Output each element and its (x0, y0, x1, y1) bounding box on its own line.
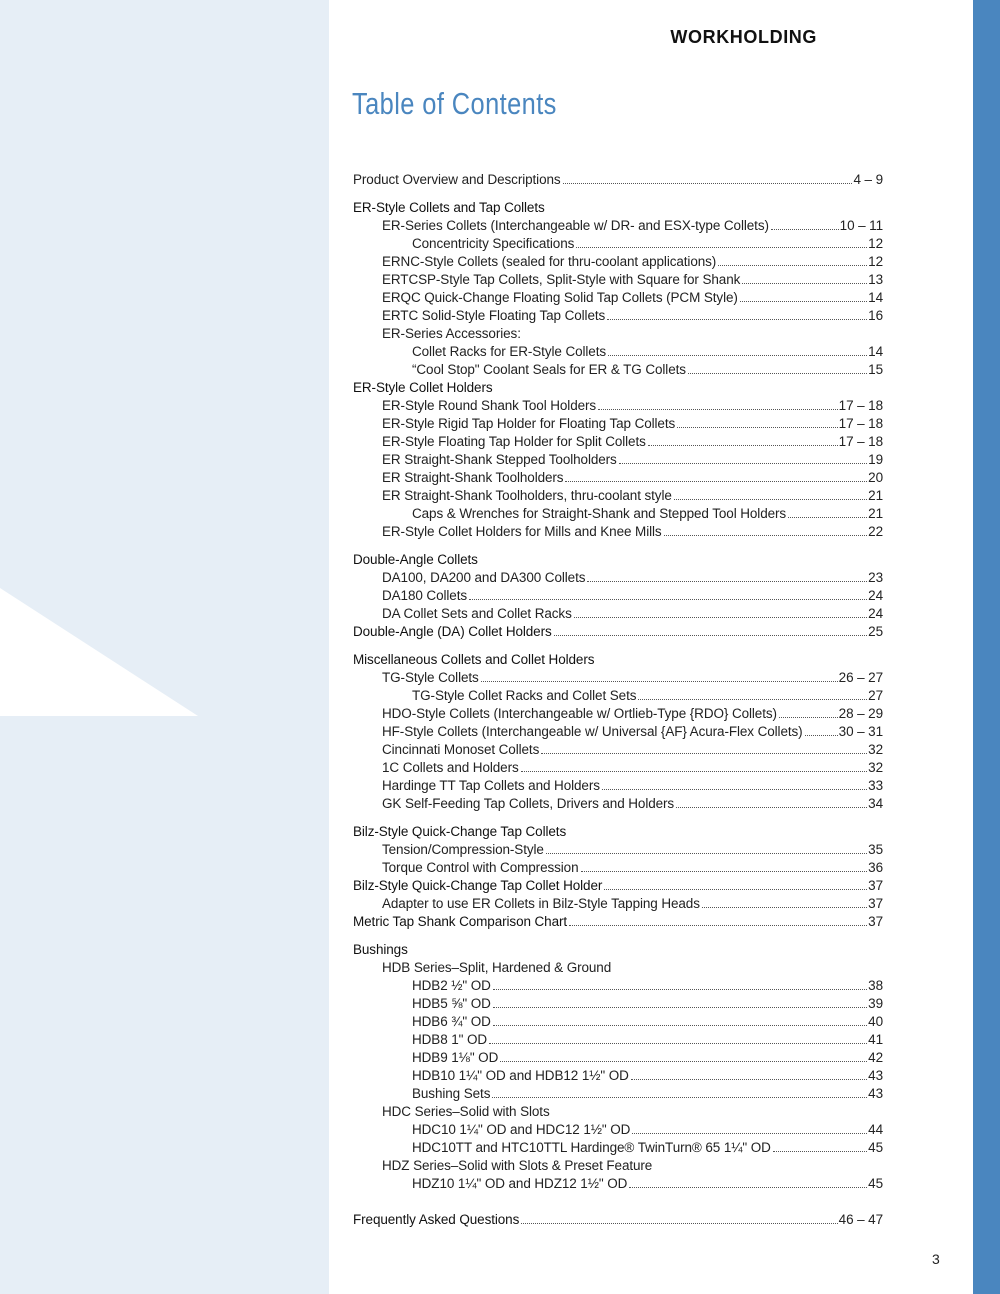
dot-leader (481, 681, 838, 682)
toc-entry[interactable] (353, 687, 883, 705)
dot-leader (598, 409, 838, 410)
left-decorative-panel (0, 0, 329, 1294)
toc-entry-title: Miscellaneous Collets and Collet Holders (353, 652, 595, 667)
dot-leader (677, 427, 838, 428)
toc-entry-page: 14 (868, 290, 883, 305)
toc-entry-page: 16 (868, 308, 883, 323)
toc-entry-title: ER-Style Rigid Tap Holder for Floating Tap Collets (382, 416, 676, 431)
toc-entry-page: 46 – 47 (838, 1212, 883, 1227)
dot-leader (587, 581, 867, 582)
toc-entry-page: 39 (868, 996, 883, 1011)
toc-entry[interactable] (353, 841, 883, 859)
dot-leader (602, 789, 867, 790)
toc-entry-title: 1C Collets and Holders (382, 760, 519, 775)
toc-entry-page: 30 – 31 (838, 724, 883, 739)
toc-entry-title: HDB6 ¾" OD (412, 1014, 491, 1029)
toc-entry-title: HDC10TT and HTC10TTL Hardinge® TwinTurn® 65 1¼" OD (412, 1140, 771, 1155)
toc-entry-title: ER-Style Round Shank Tool Holders (382, 398, 597, 413)
toc-entry-title: HDC Series–Solid with Slots (382, 1104, 550, 1119)
toc-entry-title: Torque Control with Compression (382, 860, 579, 875)
toc-entry-page: 21 (868, 506, 883, 521)
dot-leader (773, 1151, 867, 1152)
dot-leader (541, 753, 867, 754)
toc-entry-title: TG-Style Collet Racks and Collet Sets (412, 688, 637, 703)
toc-entry-page: 40 (868, 1014, 883, 1029)
dot-leader (648, 445, 838, 446)
toc-entry-title: Hardinge TT Tap Collets and Holders (382, 778, 600, 793)
toc-entry-title: ER-Series Accessories: (382, 326, 521, 341)
toc-entry-title: ER Straight-Shank Toolholders, thru-coolant style (382, 488, 672, 503)
toc-entry[interactable] (353, 307, 883, 325)
toc-entry[interactable] (353, 777, 883, 795)
toc-entry-title: HF-Style Collets (Interchangeable w/ Universal {AF} Acura-Flex Collets) (382, 724, 803, 739)
toc-entry-page: 43 (868, 1068, 883, 1083)
toc-entry[interactable] (353, 487, 883, 505)
dot-leader (489, 1043, 867, 1044)
toc-entry-page: 37 (868, 896, 883, 911)
toc-entry[interactable] (353, 343, 883, 361)
toc-entry-page: 13 (868, 272, 883, 287)
toc-entry[interactable] (353, 361, 883, 379)
toc-entry-title: Product Overview and Descriptions (353, 172, 561, 187)
toc-entry-title: HDB2 ½" OD (412, 978, 491, 993)
toc-entry[interactable] (353, 895, 883, 913)
toc-entry[interactable] (353, 1013, 883, 1031)
toc-entry-title: Cincinnati Monoset Collets (382, 742, 540, 757)
toc-entry[interactable] (353, 397, 883, 415)
toc-entry-page: 44 (868, 1122, 883, 1137)
toc-entry-title: ER-Style Floating Tap Holder for Split Collets (382, 434, 646, 449)
dot-leader (563, 183, 853, 184)
toc-entry-title: ER Straight-Shank Toolholders (382, 470, 564, 485)
dot-leader (702, 907, 867, 908)
toc-heading[interactable] (353, 1211, 883, 1229)
dot-leader (629, 1187, 867, 1188)
toc-entry[interactable] (353, 587, 883, 605)
table-of-contents (353, 171, 883, 1229)
toc-entry[interactable] (353, 1067, 883, 1085)
toc-entry[interactable] (353, 415, 883, 433)
toc-entry-page: 45 (868, 1176, 883, 1191)
toc-entry[interactable] (353, 289, 883, 307)
toc-entry-title: ERQC Quick-Change Floating Solid Tap Collets (PCM Style) (382, 290, 738, 305)
toc-heading[interactable] (353, 823, 883, 841)
dot-leader (664, 535, 868, 536)
toc-entry-title: HDO-Style Collets (Interchangeable w/ Ortlieb-Type {RDO} Collets) (382, 706, 777, 721)
toc-entry[interactable] (353, 433, 883, 451)
dot-leader (676, 807, 867, 808)
toc-entry-page: 17 – 18 (838, 398, 883, 413)
toc-entry-title: ERNC-Style Collets (sealed for thru-coolant applications) (382, 254, 717, 269)
toc-entry-title: ER-Style Collet Holders for Mills and Knee Mills (382, 524, 662, 539)
dot-leader (576, 247, 867, 248)
toc-entry-title: Metric Tap Shank Comparison Chart (353, 914, 568, 929)
dot-leader (521, 771, 868, 772)
toc-entry-title: Double-Angle (DA) Collet Holders (353, 624, 552, 639)
toc-entry-page: 27 (868, 688, 883, 703)
dot-leader (607, 319, 867, 320)
toc-entry-page: 45 (868, 1140, 883, 1155)
toc-entry-page: 26 – 27 (838, 670, 883, 685)
toc-entry-page: 15 (868, 362, 883, 377)
toc-entry-page: 10 – 11 (839, 218, 883, 233)
toc-entry-title: ER-Style Collets and Tap Collets (353, 200, 545, 215)
toc-entry[interactable] (353, 523, 883, 541)
toc-entry[interactable] (353, 605, 883, 623)
toc-entry-page: 34 (868, 796, 883, 811)
toc-entry-page: 20 (868, 470, 883, 485)
toc-entry-page: 25 (868, 624, 883, 639)
toc-entry-page: 4 – 9 (853, 172, 883, 187)
toc-heading[interactable] (353, 651, 883, 669)
toc-heading[interactable] (353, 877, 883, 895)
toc-entry[interactable] (353, 469, 883, 487)
toc-entry-page: 19 (868, 452, 883, 467)
section-header: WORKHOLDING (670, 27, 817, 47)
toc-entry-title: Bushing Sets (412, 1086, 491, 1101)
toc-entry[interactable] (353, 505, 883, 523)
toc-entry-page: 12 (868, 236, 883, 251)
toc-entry-page: 21 (868, 488, 883, 503)
toc-entry[interactable] (353, 1157, 883, 1175)
toc-entry-title: HDB10 1¼" OD and HDB12 1½" OD (412, 1068, 629, 1083)
toc-entry-page: 33 (868, 778, 883, 793)
white-triangle-decoration (0, 0, 329, 1294)
page-title: Table of Contents (352, 86, 557, 121)
dot-leader (569, 925, 867, 926)
toc-entry-title: ER-Style Collet Holders (353, 380, 493, 395)
dot-leader (771, 229, 839, 230)
toc-entry-page: 22 (868, 524, 883, 539)
toc-entry[interactable] (353, 235, 883, 253)
dot-leader (608, 355, 867, 356)
toc-entry-title: HDB5 ⅝" OD (412, 996, 491, 1011)
toc-entry-title: “Cool Stop" Coolant Seals for ER & TG Collets (412, 362, 686, 377)
toc-entry[interactable] (353, 705, 883, 723)
toc-entry-page: 41 (868, 1032, 883, 1047)
toc-entry-title: HDZ Series–Solid with Slots & Preset Feature (382, 1158, 653, 1173)
toc-entry-title: ER-Series Collets (Interchangeable w/ DR- and ESX-type Collets) (382, 218, 769, 233)
dot-leader (619, 463, 867, 464)
toc-entry-page: 23 (868, 570, 883, 585)
toc-entry-page: 24 (868, 606, 883, 621)
dot-leader (742, 283, 867, 284)
toc-entry-page: 28 – 29 (838, 706, 883, 721)
dot-leader (574, 617, 867, 618)
toc-entry[interactable] (353, 859, 883, 877)
toc-entry-title: ER Straight-Shank Stepped Toolholders (382, 452, 617, 467)
dot-leader (674, 499, 867, 500)
toc-heading[interactable] (353, 623, 883, 641)
dot-leader (500, 1061, 867, 1062)
toc-heading[interactable] (353, 941, 883, 959)
toc-entry-page: 24 (868, 588, 883, 603)
toc-entry-title: HDC10 1¼" OD and HDC12 1½" OD (412, 1122, 631, 1137)
toc-entry-title: ERTC Solid-Style Floating Tap Collets (382, 308, 606, 323)
toc-entry-page: 12 (868, 254, 883, 269)
toc-entry-page: 43 (868, 1086, 883, 1101)
dot-leader (688, 373, 867, 374)
dot-leader (638, 699, 867, 700)
toc-entry-title: Frequently Asked Questions (353, 1212, 520, 1227)
toc-entry-page: 17 – 18 (838, 416, 883, 431)
toc-heading[interactable] (353, 379, 883, 397)
toc-entry-page: 32 (868, 742, 883, 757)
toc-entry-title: Tension/Compression-Style (382, 842, 544, 857)
toc-entry[interactable] (353, 995, 883, 1013)
toc-entry-title: Bushings (353, 942, 408, 957)
toc-entry-page: 17 – 18 (838, 434, 883, 449)
dot-leader (554, 635, 868, 636)
toc-entry-page: 38 (868, 978, 883, 993)
toc-entry-page: 35 (868, 842, 883, 857)
toc-entry[interactable] (353, 271, 883, 289)
toc-entry[interactable] (353, 723, 883, 741)
dot-leader (631, 1079, 867, 1080)
toc-entry[interactable] (353, 569, 883, 587)
toc-entry-title: TG-Style Collets (382, 670, 479, 685)
toc-entry[interactable] (353, 253, 883, 271)
dot-leader (718, 265, 867, 266)
toc-entry-title: DA180 Collets (382, 588, 467, 603)
toc-entry-page: 42 (868, 1050, 883, 1065)
dot-leader (546, 853, 867, 854)
toc-entry[interactable] (353, 1175, 883, 1193)
toc-entry[interactable] (353, 1049, 883, 1067)
toc-entry[interactable] (353, 1085, 883, 1103)
toc-entry-title: GK Self-Feeding Tap Collets, Drivers and Holders (382, 796, 675, 811)
dot-leader (492, 1097, 867, 1098)
toc-entry-page: 36 (868, 860, 883, 875)
toc-entry[interactable] (353, 217, 883, 235)
dot-leader (493, 1025, 867, 1026)
toc-entry[interactable] (353, 959, 883, 977)
toc-entry[interactable] (353, 977, 883, 995)
page-number: 3 (932, 1251, 940, 1267)
toc-entry-title: Bilz-Style Quick-Change Tap Collets (353, 824, 567, 839)
toc-entry[interactable] (353, 669, 883, 687)
dot-leader (740, 301, 867, 302)
dot-leader (788, 517, 867, 518)
right-accent-stripe (973, 0, 1000, 1294)
toc-entry[interactable] (353, 325, 883, 343)
toc-entry-title: HDB8 1" OD (412, 1032, 488, 1047)
toc-entry-page: 32 (868, 760, 883, 775)
dot-leader (493, 1007, 867, 1008)
toc-entry-title: DA100, DA200 and DA300 Collets (382, 570, 586, 585)
toc-entry-title: Caps & Wrenches for Straight-Shank and Stepped Tool Holders (412, 506, 787, 521)
toc-entry[interactable] (353, 741, 883, 759)
toc-entry-title: HDZ10 1¼" OD and HDZ12 1½" OD (412, 1176, 628, 1191)
dot-leader (521, 1223, 837, 1224)
toc-entry-title: Bilz-Style Quick-Change Tap Collet Holder (353, 878, 603, 893)
toc-entry-title: Collet Racks for ER-Style Collets (412, 344, 607, 359)
toc-entry-title: HDB9 1⅛" OD (412, 1050, 499, 1065)
toc-entry[interactable] (353, 1139, 883, 1157)
dot-leader (604, 889, 867, 890)
dot-leader (581, 871, 868, 872)
toc-entry-page: 14 (868, 344, 883, 359)
toc-heading[interactable] (353, 913, 883, 931)
dot-leader (469, 599, 867, 600)
toc-entry-page: 37 (868, 914, 883, 929)
toc-entry[interactable] (353, 1103, 883, 1121)
toc-entry-title: Double-Angle Collets (353, 552, 478, 567)
dot-leader (493, 989, 867, 990)
toc-entry-title: Adapter to use ER Collets in Bilz-Style Tapping Heads (382, 896, 700, 911)
toc-entry[interactable] (353, 759, 883, 777)
toc-heading[interactable] (353, 199, 883, 217)
toc-entry[interactable] (353, 1121, 883, 1139)
toc-entry-title: HDB Series–Split, Hardened & Ground (382, 960, 612, 975)
dot-leader (632, 1133, 867, 1134)
dot-leader (805, 735, 838, 736)
toc-entry[interactable] (353, 171, 883, 189)
dot-leader (779, 717, 838, 718)
toc-entry-page: 37 (868, 878, 883, 893)
toc-entry[interactable] (353, 795, 883, 813)
toc-heading[interactable] (353, 551, 883, 569)
dot-leader (565, 481, 867, 482)
toc-entry-title: Concentricity Specifications (412, 236, 575, 251)
toc-entry-title: ERTCSP-Style Tap Collets, Split-Style with Square for Shank (382, 272, 741, 287)
toc-entry[interactable] (353, 1031, 883, 1049)
toc-entry-title: DA Collet Sets and Collet Racks (382, 606, 572, 621)
toc-entry[interactable] (353, 451, 883, 469)
